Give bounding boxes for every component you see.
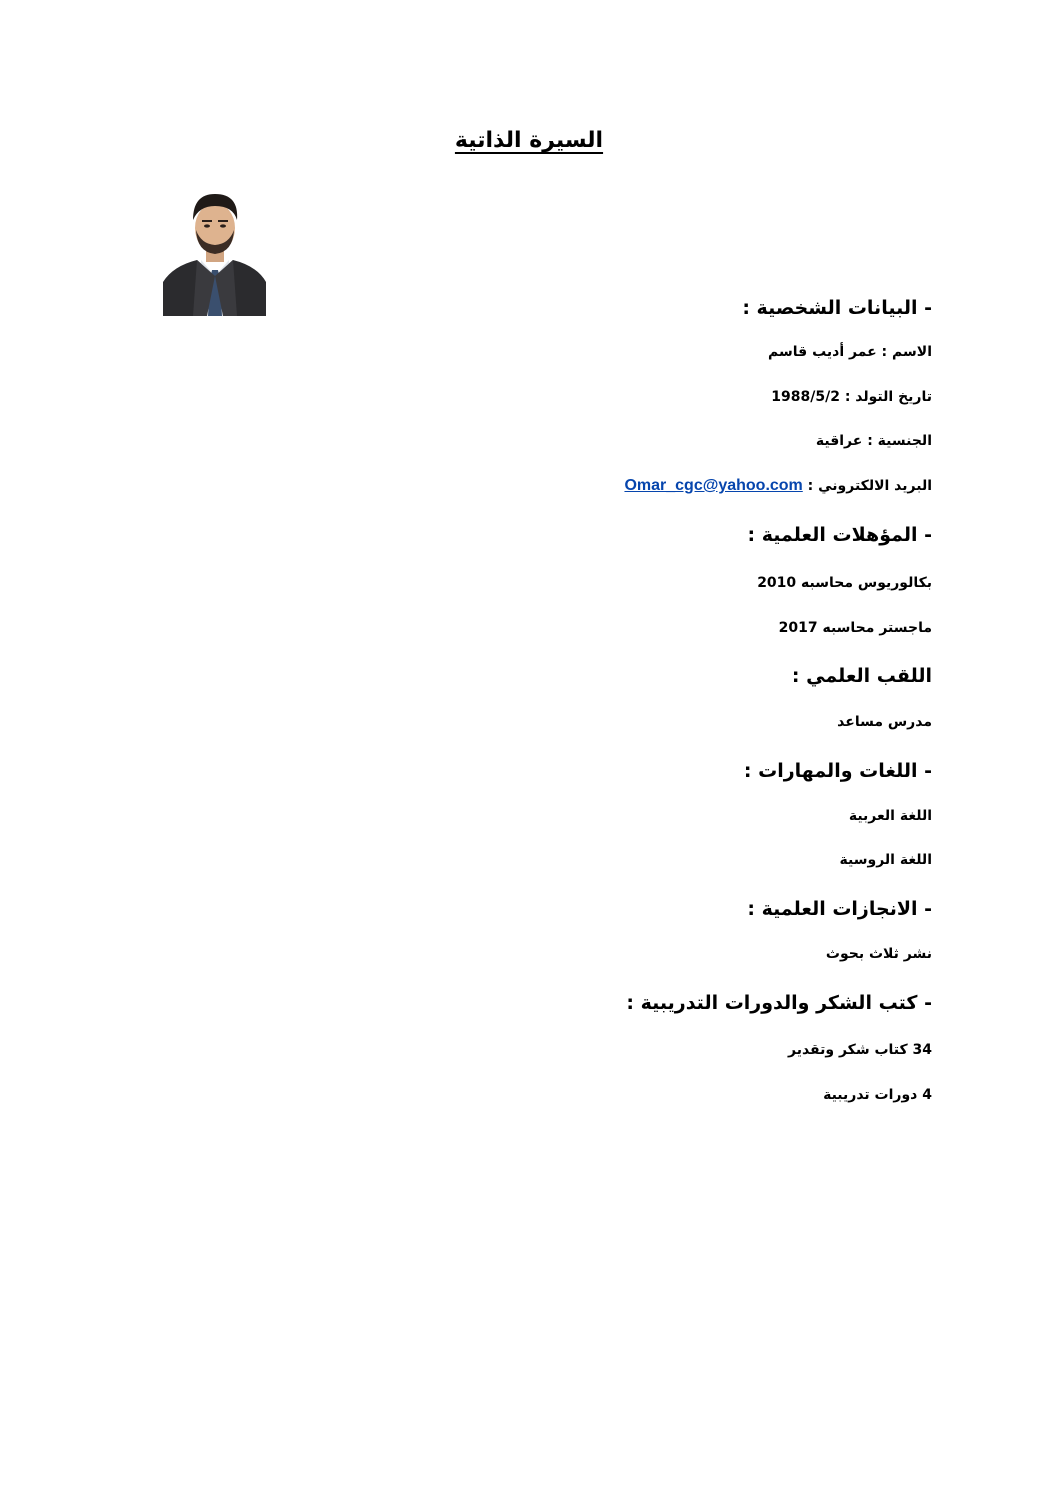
- qualification-item: ماجستر محاسبه 2017: [778, 620, 932, 636]
- section-heading-personal: - البيانات الشخصية :: [742, 297, 932, 319]
- field-name: الاسم : عمر أديب قاسم: [768, 344, 932, 360]
- field-email-row: [624, 477, 932, 495]
- profile-photo: [163, 190, 266, 316]
- field-nationality: الجنسية : عراقية: [815, 433, 932, 449]
- qualification-item: بكالوريوس محاسبه 2010: [757, 575, 932, 591]
- section-heading-qualifications: - المؤهلات العلمية :: [747, 524, 932, 546]
- academic-title-value: مدرس مساعد: [837, 714, 932, 730]
- field-birth-date: تاريخ التولد : 1988/5/2: [771, 389, 932, 405]
- language-item: اللغة الروسية: [839, 852, 932, 868]
- email-link[interactable]: Omar_cgc@yahoo.com: [624, 477, 803, 494]
- section-heading-courses: - كتب الشكر والدورات التدريبية :: [626, 992, 932, 1014]
- achievement-value: نشر ثلاث بحوث: [825, 946, 932, 962]
- field-email-label: البريد الالكتروني :: [807, 478, 932, 494]
- section-heading-achievements: - الانجازات العلمية :: [747, 898, 932, 920]
- language-item: اللغة العربية: [848, 808, 932, 824]
- course-item: 4 دورات تدريبية: [823, 1087, 932, 1103]
- course-item: 34 كتاب شكر وتقدير: [788, 1042, 932, 1058]
- page-title: السيرة الذاتية: [454, 128, 604, 153]
- section-heading-languages: - اللغات والمهارات :: [743, 760, 932, 782]
- section-heading-academic-title: اللقب العلمي :: [791, 665, 932, 687]
